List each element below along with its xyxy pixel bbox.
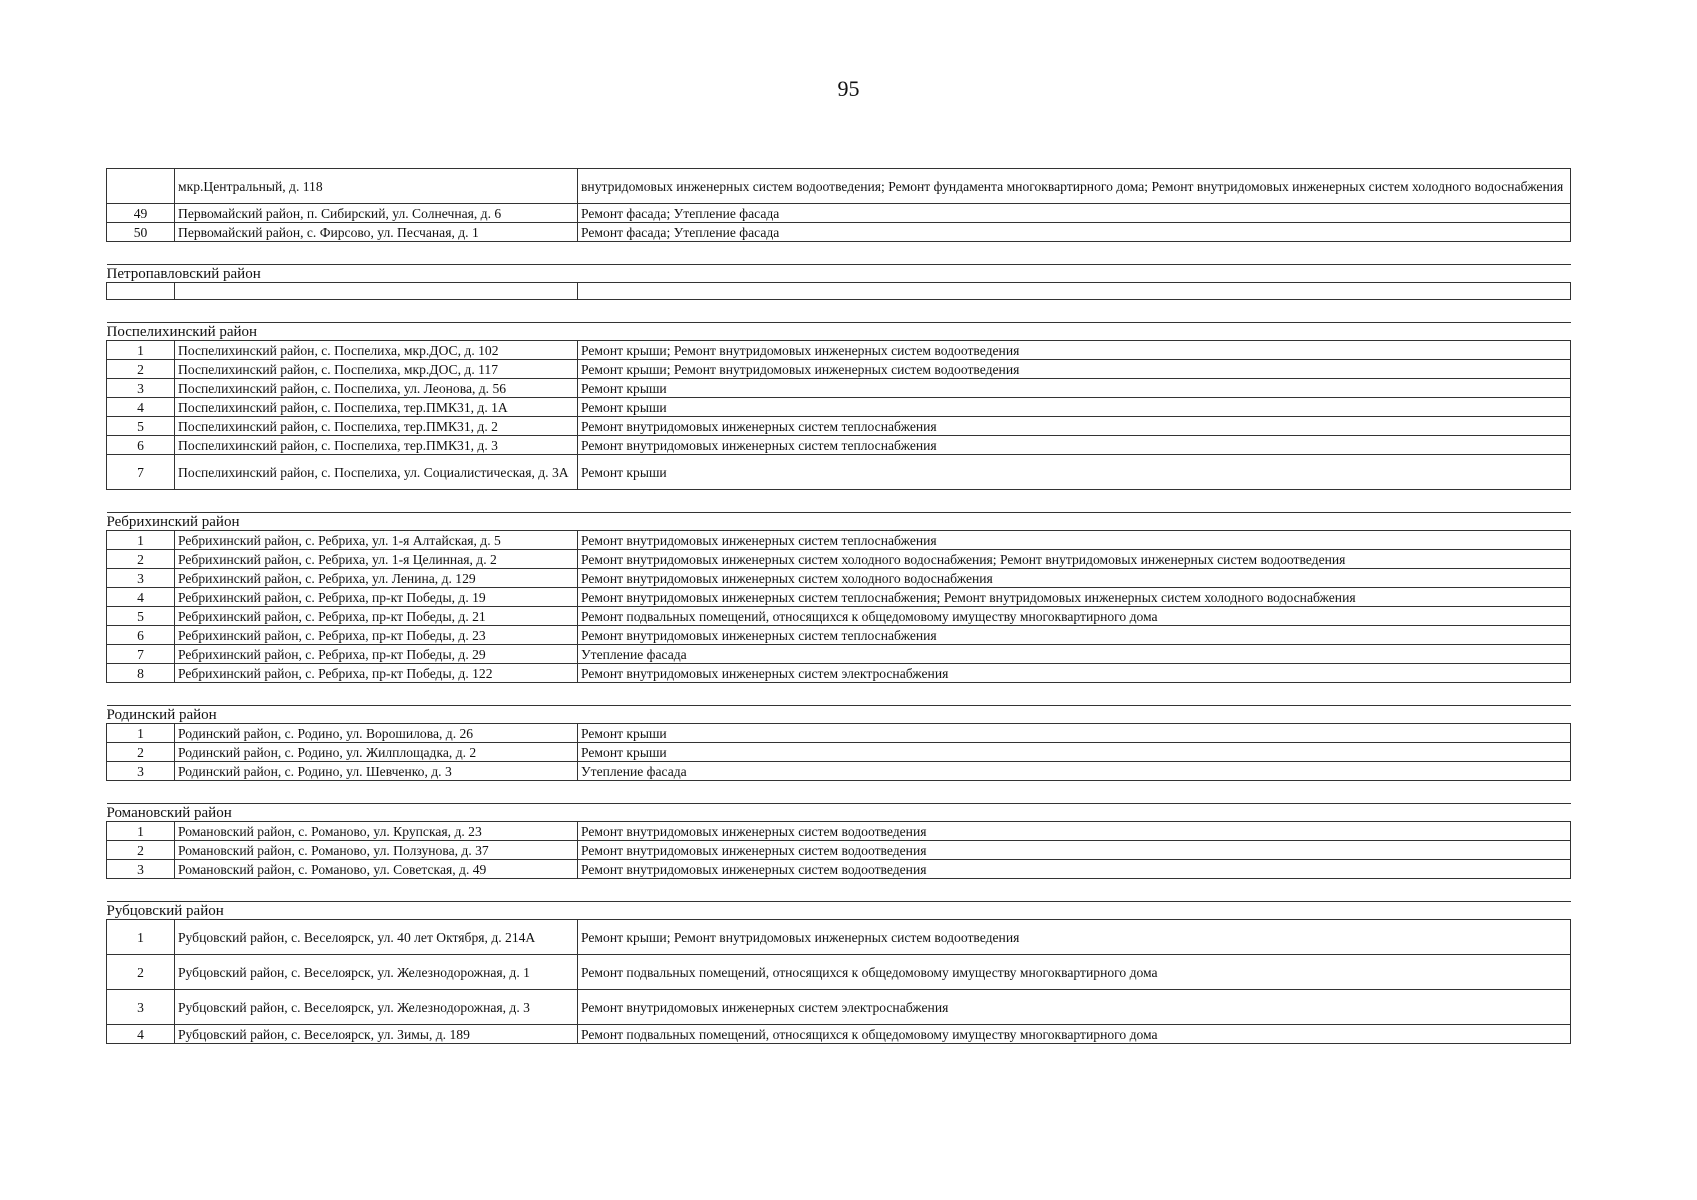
spacer (107, 490, 1571, 513)
table-row (107, 841, 1571, 860)
house-address: Ребрихинский район, с. Ребриха, пр-кт Победы, д. 19 (175, 588, 578, 607)
table-row (107, 822, 1571, 841)
repair-works: Ремонт крыши (578, 743, 1571, 762)
house-address (175, 283, 578, 300)
district-heading-row (107, 902, 1571, 920)
table-row (107, 436, 1571, 455)
row-number: 5 (107, 607, 175, 626)
table-row (107, 607, 1571, 626)
repair-works: Утепление фасада (578, 645, 1571, 664)
section-gap (107, 490, 1571, 513)
district-heading-row (107, 323, 1571, 341)
repair-works: Ремонт крыши; Ремонт внутридомовых инженерных систем водоотведения (578, 360, 1571, 379)
repair-works: Ремонт внутридомовых инженерных систем теплоснабжения; Ремонт внутридомовых инженерных систем холодного водоснабжения (578, 588, 1571, 607)
section-gap (107, 683, 1571, 706)
house-address: Поспелихинский район, с. Поспелиха, тер.ПМК31, д. 2 (175, 417, 578, 436)
house-address: Ребрихинский район, с. Ребриха, пр-кт Победы, д. 29 (175, 645, 578, 664)
row-number: 2 (107, 955, 175, 990)
repair-works: внутридомовых инженерных систем водоотведения; Ремонт фундамента многоквартирного дома; Ремонт внутридомовых инженерных систем холодного водоснабжения (578, 169, 1571, 204)
house-address: Ребрихинский район, с. Ребриха, ул. 1-я Целинная, д. 2 (175, 550, 578, 569)
table-row (107, 920, 1571, 955)
house-address: Родинский район, с. Родино, ул. Шевченко, д. 3 (175, 762, 578, 781)
repair-works: Ремонт внутридомовых инженерных систем холодного водоснабжения; Ремонт внутридомовых инженерных систем водоотведения (578, 550, 1571, 569)
house-address: Романовский район, с. Романово, ул. Крупская, д. 23 (175, 822, 578, 841)
row-number: 3 (107, 990, 175, 1025)
repair-works: Ремонт внутридомовых инженерных систем водоотведения (578, 822, 1571, 841)
table-row (107, 762, 1571, 781)
house-address: Романовский район, с. Романово, ул. Советская, д. 49 (175, 860, 578, 879)
houses-table (106, 168, 1571, 1044)
table-row (107, 955, 1571, 990)
row-number: 1 (107, 920, 175, 955)
row-number: 4 (107, 588, 175, 607)
table-row (107, 417, 1571, 436)
repair-works: Ремонт внутридомовых инженерных систем электроснабжения (578, 990, 1571, 1025)
district-heading: Петропавловский район (107, 265, 1571, 283)
section-gap (107, 879, 1571, 902)
district-heading: Ребрихинский район (107, 513, 1571, 531)
row-number: 6 (107, 626, 175, 645)
house-address: Ребрихинский район, с. Ребриха, пр-кт Победы, д. 23 (175, 626, 578, 645)
house-address: Поспелихинский район, с. Поспелиха, тер.ПМК31, д. 3 (175, 436, 578, 455)
district-heading-row (107, 513, 1571, 531)
table-row (107, 743, 1571, 762)
table-row (107, 626, 1571, 645)
spacer (107, 683, 1571, 706)
repair-works: Ремонт внутридомовых инженерных систем теплоснабжения (578, 626, 1571, 645)
repair-works: Ремонт крыши (578, 398, 1571, 417)
repair-works: Ремонт внутридомовых инженерных систем теплоснабжения (578, 436, 1571, 455)
spacer (107, 781, 1571, 804)
table-row (107, 169, 1571, 204)
table-row (107, 204, 1571, 223)
row-number: 3 (107, 379, 175, 398)
row-number: 3 (107, 860, 175, 879)
table-row (107, 360, 1571, 379)
repair-works: Ремонт внутридомовых инженерных систем теплоснабжения (578, 417, 1571, 436)
district-heading: Поспелихинский район (107, 323, 1571, 341)
house-address: Ребрихинский район, с. Ребриха, ул. 1-я Алтайская, д. 5 (175, 531, 578, 550)
table-row (107, 990, 1571, 1025)
row-number: 1 (107, 724, 175, 743)
table-row (107, 550, 1571, 569)
table-row (107, 531, 1571, 550)
table-row (107, 860, 1571, 879)
house-address: Поспелихинский район, с. Поспелиха, мкр.ДОС, д. 117 (175, 360, 578, 379)
spacer (107, 300, 1571, 323)
repair-works: Ремонт крыши; Ремонт внутридомовых инженерных систем водоотведения (578, 920, 1571, 955)
repair-works: Ремонт внутридомовых инженерных систем электроснабжения (578, 664, 1571, 683)
repair-works: Ремонт подвальных помещений, относящихся к общедомовому имуществу многоквартирного дома (578, 955, 1571, 990)
house-address: Поспелихинский район, с. Поспелиха, ул. Социалистическая, д. 3А (175, 455, 578, 490)
page-number: 95 (837, 76, 860, 101)
row-number: 7 (107, 455, 175, 490)
house-address: Рубцовский район, с. Веселоярск, ул. Железнодорожная, д. 3 (175, 990, 578, 1025)
district-heading-row (107, 804, 1571, 822)
repair-works: Утепление фасада (578, 762, 1571, 781)
district-heading: Романовский район (107, 804, 1571, 822)
house-address: Рубцовский район, с. Веселоярск, ул. Железнодорожная, д. 1 (175, 955, 578, 990)
spacer (107, 879, 1571, 902)
district-heading-row (107, 706, 1571, 724)
row-number: 1 (107, 822, 175, 841)
row-number: 2 (107, 550, 175, 569)
table-row (107, 645, 1571, 664)
repair-works: Ремонт подвальных помещений, относящихся к общедомовому имуществу многоквартирного дома (578, 607, 1571, 626)
spacer (107, 242, 1571, 265)
house-address: Родинский район, с. Родино, ул. Ворошилова, д. 26 (175, 724, 578, 743)
house-address: Родинский район, с. Родино, ул. Жилплощадка, д. 2 (175, 743, 578, 762)
table-row (107, 398, 1571, 417)
table-row (107, 664, 1571, 683)
section-gap (107, 781, 1571, 804)
house-address: Поспелихинский район, с. Поспелиха, тер.ПМК31, д. 1А (175, 398, 578, 417)
house-address: Романовский район, с. Романово, ул. Ползунова, д. 37 (175, 841, 578, 860)
house-address: Первомайский район, п. Сибирский, ул. Солнечная, д. 6 (175, 204, 578, 223)
row-number: 2 (107, 743, 175, 762)
table-row (107, 341, 1571, 360)
table-row (107, 223, 1571, 242)
row-number (107, 283, 175, 300)
row-number: 1 (107, 531, 175, 550)
repair-works: Ремонт крыши; Ремонт внутридомовых инженерных систем водоотведения (578, 341, 1571, 360)
row-number: 4 (107, 398, 175, 417)
house-address: Первомайский район, с. Фирсово, ул. Песчаная, д. 1 (175, 223, 578, 242)
row-number: 2 (107, 360, 175, 379)
house-address: Поспелихинский район, с. Поспелиха, ул. Леонова, д. 56 (175, 379, 578, 398)
row-number: 4 (107, 1025, 175, 1044)
district-heading-row (107, 265, 1571, 283)
house-address: Рубцовский район, с. Веселоярск, ул. 40 лет Октября, д. 214А (175, 920, 578, 955)
house-address: Поспелихинский район, с. Поспелиха, мкр.ДОС, д. 102 (175, 341, 578, 360)
row-number: 8 (107, 664, 175, 683)
repair-works: Ремонт подвальных помещений, относящихся к общедомовому имуществу многоквартирного дома (578, 1025, 1571, 1044)
table-row (107, 283, 1571, 300)
table-row (107, 455, 1571, 490)
repair-works: Ремонт внутридомовых инженерных систем теплоснабжения (578, 531, 1571, 550)
repair-works: Ремонт крыши (578, 379, 1571, 398)
table-row (107, 1025, 1571, 1044)
repair-works: Ремонт крыши (578, 724, 1571, 743)
repair-program-table (106, 168, 1570, 1044)
house-address: Ребрихинский район, с. Ребриха, ул. Ленина, д. 129 (175, 569, 578, 588)
house-address: Ребрихинский район, с. Ребриха, пр-кт Победы, д. 122 (175, 664, 578, 683)
repair-works: Ремонт фасада; Утепление фасада (578, 204, 1571, 223)
table-row (107, 724, 1571, 743)
section-gap (107, 300, 1571, 323)
row-number (107, 169, 175, 204)
row-number: 6 (107, 436, 175, 455)
row-number: 49 (107, 204, 175, 223)
district-heading: Родинский район (107, 706, 1571, 724)
section-gap (107, 242, 1571, 265)
repair-works: Ремонт фасада; Утепление фасада (578, 223, 1571, 242)
house-address: Ребрихинский район, с. Ребриха, пр-кт Победы, д. 21 (175, 607, 578, 626)
repair-works (578, 283, 1571, 300)
repair-works: Ремонт внутридомовых инженерных систем водоотведения (578, 860, 1571, 879)
table-row (107, 588, 1571, 607)
table-row (107, 569, 1571, 588)
house-address: Рубцовский район, с. Веселоярск, ул. Зимы, д. 189 (175, 1025, 578, 1044)
row-number: 50 (107, 223, 175, 242)
repair-works: Ремонт внутридомовых инженерных систем водоотведения (578, 841, 1571, 860)
row-number: 7 (107, 645, 175, 664)
repair-works: Ремонт внутридомовых инженерных систем холодного водоснабжения (578, 569, 1571, 588)
row-number: 5 (107, 417, 175, 436)
row-number: 3 (107, 569, 175, 588)
row-number: 2 (107, 841, 175, 860)
house-address: мкр.Центральный, д. 118 (175, 169, 578, 204)
district-heading: Рубцовский район (107, 902, 1571, 920)
repair-works: Ремонт крыши (578, 455, 1571, 490)
row-number: 1 (107, 341, 175, 360)
row-number: 3 (107, 762, 175, 781)
table-row (107, 379, 1571, 398)
